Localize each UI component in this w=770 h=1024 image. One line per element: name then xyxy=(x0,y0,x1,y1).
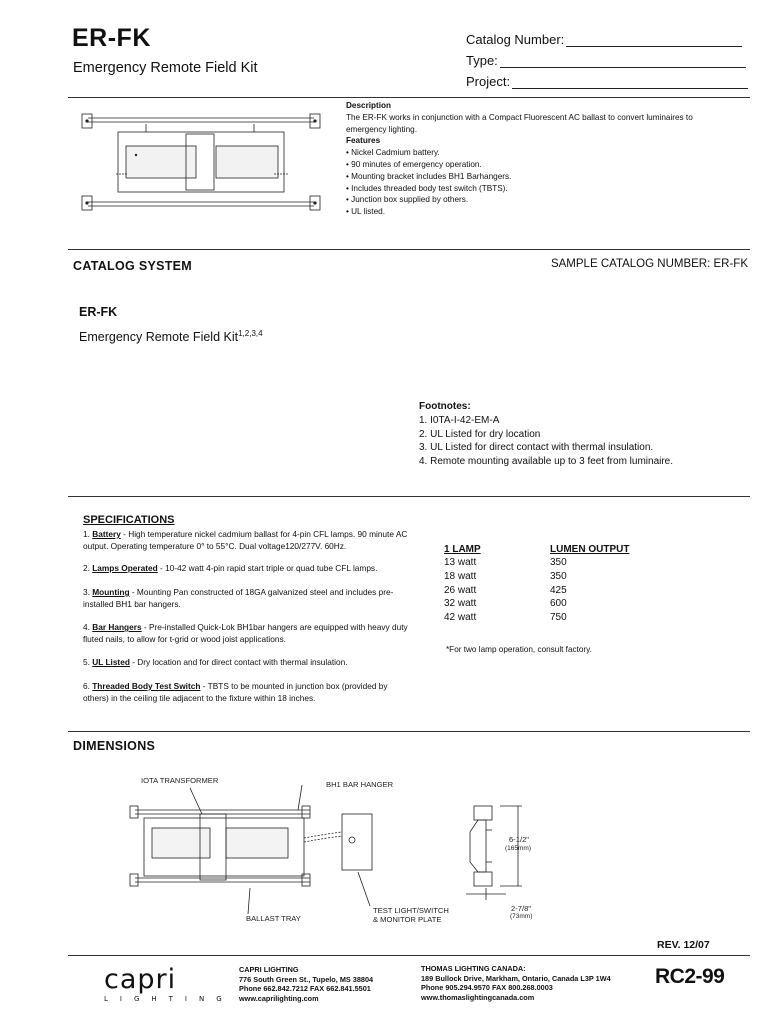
type-field[interactable] xyxy=(466,53,746,68)
feature-item: • 90 minutes of emergency operation. xyxy=(346,159,482,169)
product-drawing xyxy=(76,110,326,222)
lumen-column-header: LUMEN OUTPUT xyxy=(550,544,630,555)
description-text: The ER-FK works in conjunction with a Compact Fluorescent AC ballast to convert luminaires to emergency lighting. xyxy=(346,112,693,134)
footnotes-heading: Footnotes: xyxy=(419,401,471,412)
table-row: 26 watt 425 xyxy=(444,584,567,596)
type-label: Type: xyxy=(466,53,498,68)
table-row: 32 watt 600 xyxy=(444,598,567,610)
monitor-plate-label: & MONITOR PLATE xyxy=(373,915,442,924)
depth-dimension-mm: (73mm) xyxy=(510,913,533,920)
dimension-drawing-plan xyxy=(130,790,380,915)
lamp-column-header: 1 LAMP xyxy=(444,544,481,555)
bh1-bar-hanger-label: BH1 BAR HANGER xyxy=(326,780,394,789)
spec-item: 4. Bar Hangers - Pre-installed Quick-Lok BH1bar hangers are equipped with heavy duty fluted nails, to allow for t-grid or wood joist applications. xyxy=(83,622,408,644)
logo-word: capri xyxy=(104,964,177,995)
height-dimension: 6-1/2" xyxy=(509,835,530,844)
height-dimension-mm: (165mm) xyxy=(505,845,532,852)
feature-item: • UL listed. xyxy=(346,207,385,217)
footnote-item: 3. UL Listed for direct contact with thermal insulation. xyxy=(419,442,654,454)
feature-item: • Includes threaded body test switch (TBTS). xyxy=(346,183,508,193)
feature-item: • Junction box supplied by others. xyxy=(346,195,469,205)
footnote-refs: 1,2,3,4 xyxy=(238,329,263,338)
catalog-number-label: Catalog Number: xyxy=(466,32,565,47)
footnote-item: 4. Remote mounting available up to 3 feet from luminaire. xyxy=(419,456,674,468)
catalog-divider xyxy=(68,249,750,250)
footer-divider xyxy=(68,955,750,956)
dimensions-heading: DIMENSIONS xyxy=(73,739,156,753)
description-block xyxy=(346,100,726,218)
specifications-heading: SPECIFICATIONS xyxy=(83,514,175,526)
spec-item: 6. Threaded Body Test Switch - TBTS to be mounted in junction box (provided by others) in the ceiling tile adjacent to the fixture within 18 inches. xyxy=(83,681,388,703)
header-divider xyxy=(68,97,750,98)
catalog-code-description: Emergency Remote Field Kit$^{1,2,3,4}$ xyxy=(79,329,263,344)
logo-subtitle: LIGHTING xyxy=(104,995,234,1003)
feature-item: • Nickel Cadmium battery. xyxy=(346,148,440,158)
footnotes-block xyxy=(419,400,673,469)
specs-divider xyxy=(68,496,750,497)
project-label: Project: xyxy=(466,74,511,89)
table-row: 13 watt 350 xyxy=(444,557,567,568)
test-light-label: TEST LIGHT/SWITCH xyxy=(373,906,449,915)
capri-contact: CAPRI LIGHTING 776 South Green St., Tupelo, MS 38804 Phone 662.842.7212 FAX 662.841.5501 www.caprilighting.com xyxy=(239,965,374,1003)
spec-item: 5. UL Listed - Dry location and for direct contact with thermal insulation. xyxy=(83,657,348,667)
lamp-note: *For two lamp operation, consult factory. xyxy=(446,645,592,654)
spec-item: 1. Battery - High temperature nickel cadmium ballast for 4-pin CFL lamps. 90 minute AC output. Operating temperature 0° to 55°C. Dual voltage120/277V. 60Hz. xyxy=(83,529,408,551)
iota-transformer-label: IOTA TRANSFORMER xyxy=(141,776,219,785)
footnote-item: 2. UL Listed for dry location xyxy=(419,428,541,440)
ballast-tray-label: BALLAST TRAY xyxy=(246,914,301,923)
dimensions-divider xyxy=(68,731,750,732)
sample-catalog-number: SAMPLE CATALOG NUMBER: ER-FK xyxy=(550,258,748,270)
catalog-system-heading: CATALOG SYSTEM xyxy=(73,259,193,273)
lamp-table xyxy=(444,544,629,625)
depth-dimension: 2-7/8" xyxy=(511,904,532,913)
page-title: ER-FK xyxy=(72,24,151,52)
catalog-code: ER-FK xyxy=(79,305,118,319)
page-subtitle: Emergency Remote Field Kit xyxy=(73,60,258,76)
catalog-number-field[interactable] xyxy=(466,32,742,47)
table-row: 42 watt 750 xyxy=(444,612,567,624)
description-heading: Description xyxy=(346,101,392,110)
thomas-contact: THOMAS LIGHTING CANADA: 189 Bullock Drive, Markham, Ontario, Canada L3P 1W4 Phone 905.294.9570 FAX 800.268.0003 www.thomaslightingcanada.com xyxy=(421,964,611,1002)
page-code: RC2-99 xyxy=(655,965,725,988)
spec-item: 3. Mounting - Mounting Pan constructed of 18GA galvanized steel and includes pre-installed BH1 bar hangers. xyxy=(83,587,394,609)
spec-item: 2. Lamps Operated - 10-42 watt 4-pin rapid start triple or quad tube CFL lamps. xyxy=(83,563,378,573)
project-field[interactable] xyxy=(466,74,748,89)
revision-label: REV. 12/07 xyxy=(657,939,710,951)
table-row: 18 watt 350 xyxy=(444,570,567,582)
feature-item: • Mounting bracket includes BH1 Barhangers. xyxy=(346,171,512,181)
capri-logo xyxy=(104,964,234,1003)
footnote-item: 1. I0TA-I-42-EM-A xyxy=(419,414,500,426)
features-heading: Features xyxy=(346,136,381,146)
